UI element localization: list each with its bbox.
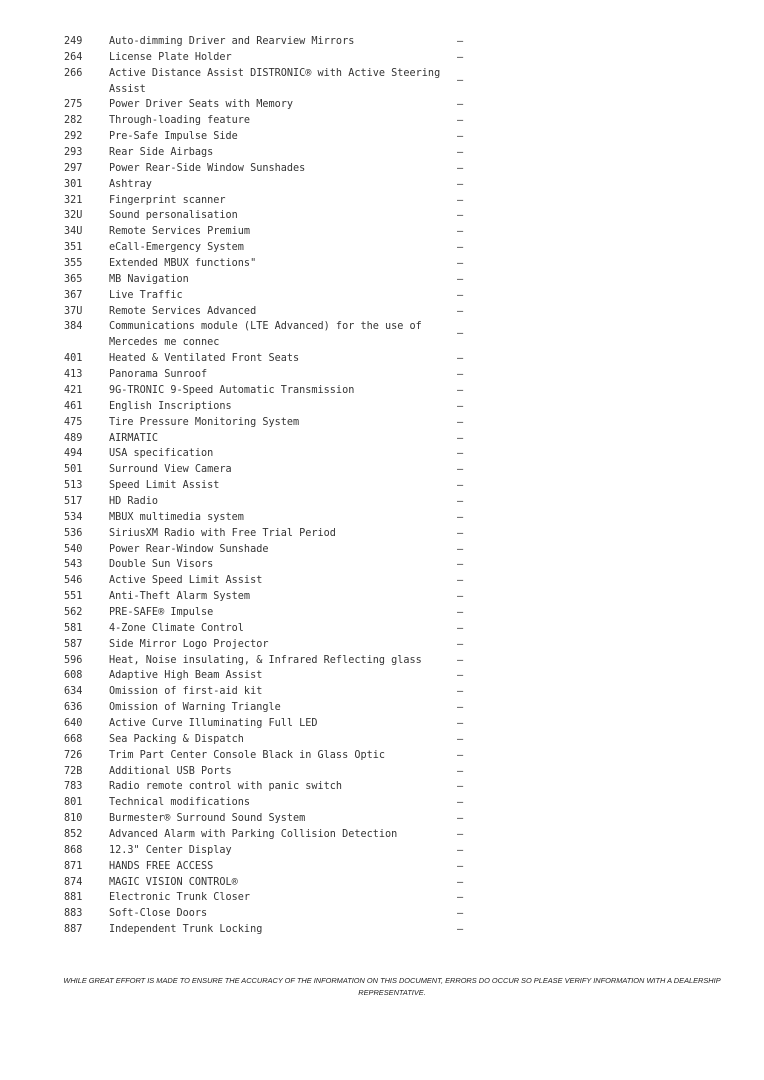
option-description: Active Speed Limit Assist: [109, 575, 263, 587]
option-code: 292: [64, 131, 83, 143]
option-row: [0, 637, 764, 653]
option-row: [0, 34, 764, 50]
option-mark: –: [457, 908, 464, 920]
option-code: 883: [64, 908, 83, 920]
option-mark: –: [457, 781, 464, 793]
option-description: Independent Trunk Locking: [109, 924, 263, 936]
option-mark: –: [457, 686, 464, 698]
option-row: [0, 415, 764, 431]
option-row: [0, 256, 764, 272]
option-code: 367: [64, 289, 83, 301]
option-description: 4-Zone Climate Control: [109, 622, 244, 634]
option-mark: –: [457, 733, 464, 745]
option-row: [0, 208, 764, 224]
option-mark: –: [457, 559, 464, 571]
option-row: [0, 779, 764, 795]
option-mark: –: [457, 242, 464, 254]
option-row: [0, 811, 764, 827]
option-description: 9G-TRONIC 9-Speed Automatic Transmission: [109, 384, 355, 396]
option-code: 501: [64, 464, 83, 476]
option-row: [0, 890, 764, 906]
option-mark: –: [457, 495, 464, 507]
option-code: 668: [64, 733, 83, 745]
option-description: 12.3" Center Display: [109, 844, 232, 856]
option-description: Trim Part Center Console Black in Glass Optic: [109, 749, 386, 761]
option-code: 365: [64, 273, 83, 285]
option-mark: –: [457, 622, 464, 634]
option-code: 513: [64, 480, 83, 492]
option-row: [0, 304, 764, 320]
option-description: Fingerprint scanner: [109, 194, 226, 206]
option-code: 881: [64, 892, 83, 904]
option-description: Power Driver Seats with Memory: [109, 99, 294, 111]
option-code: 546: [64, 575, 83, 587]
option-description: Electronic Trunk Closer: [109, 892, 251, 904]
option-mark: –: [457, 575, 464, 587]
option-row: [0, 653, 764, 669]
option-code: 852: [64, 829, 83, 840]
option-code: 581: [64, 622, 83, 634]
option-code: 636: [64, 702, 83, 714]
option-mark: –: [457, 178, 464, 190]
option-row: [0, 748, 764, 764]
option-row: [0, 827, 764, 843]
disclaimer: WHILE GREAT EFFORT IS MADE TO ENSURE THE ACCURACY OF THE INFORMATION ON THIS DOCUMENT, ERRORS DO OCCUR SO PLEASE VERIFY INFORMATION WITH A DEALERSHIP REPRESENTATIVE.: [63, 976, 721, 997]
option-description: Heat, Noise insulating, & Infrared Reflecting glass: [109, 654, 422, 666]
option-mark: –: [457, 416, 464, 428]
option-description: Side Mirror Logo Projector: [109, 638, 269, 650]
option-row: [0, 668, 764, 684]
option-row: [0, 605, 764, 621]
option-description: HANDS FREE ACCESS: [109, 860, 214, 872]
option-description: PRE-SAFE® Impulse: [109, 606, 214, 618]
option-row: [0, 272, 764, 288]
option-description: Live Traffic: [109, 289, 183, 301]
option-code: 37U: [64, 305, 83, 317]
option-mark: –: [457, 74, 464, 86]
option-code: 321: [64, 194, 83, 206]
option-row: [0, 113, 764, 129]
option-code: 536: [64, 527, 83, 539]
option-mark: –: [457, 51, 464, 63]
option-row: [0, 367, 764, 383]
option-description: Tire Pressure Monitoring System: [109, 416, 300, 428]
option-description: Power Rear-Window Sunshade: [109, 543, 269, 555]
option-description: Adaptive High Beam Assist: [109, 670, 263, 682]
option-description: Communications module (LTE Advanced) for the use of Mercedes me connec: [109, 321, 422, 349]
option-code: 32U: [64, 210, 83, 222]
option-code: 810: [64, 813, 83, 825]
option-description: Sound personalisation: [109, 210, 238, 222]
option-code: 634: [64, 686, 83, 698]
option-row: [0, 542, 764, 558]
option-code: 275: [64, 99, 83, 111]
option-description: Omission of Warning Triangle: [109, 702, 281, 714]
option-row: [0, 510, 764, 526]
options-list: [0, 34, 764, 938]
option-mark: –: [457, 860, 464, 872]
option-description: SiriusXM Radio with Free Trial Period: [109, 527, 336, 539]
option-code: 887: [64, 924, 83, 936]
option-description: MAGIC VISION CONTROL®: [109, 876, 238, 888]
option-row: [0, 145, 764, 161]
option-code: 494: [64, 448, 83, 460]
option-code: 540: [64, 543, 83, 555]
option-row: [0, 875, 764, 891]
option-mark: –: [457, 717, 464, 729]
option-description: Soft-Close Doors: [109, 908, 208, 920]
option-row: [0, 922, 764, 938]
option-mark: –: [457, 115, 464, 127]
option-code: 249: [64, 36, 83, 47]
option-row: [0, 700, 764, 716]
option-code: 351: [64, 242, 83, 254]
option-description: Active Curve Illuminating Full LED: [109, 717, 318, 729]
option-description: Auto-dimming Driver and Rearview Mirrors: [109, 36, 355, 47]
option-mark: –: [457, 844, 464, 856]
option-description: Remote Services Premium: [109, 226, 251, 238]
option-mark: –: [457, 258, 464, 270]
option-mark: –: [457, 829, 464, 840]
option-code: 726: [64, 749, 83, 761]
option-code: 297: [64, 162, 83, 174]
option-code: 640: [64, 717, 83, 729]
option-mark: –: [457, 194, 464, 206]
option-description: Radio remote control with panic switch: [109, 781, 343, 793]
option-mark: –: [457, 147, 464, 159]
option-row: [0, 193, 764, 209]
option-mark: –: [457, 369, 464, 381]
option-code: 801: [64, 797, 83, 809]
option-mark: –: [457, 591, 464, 603]
option-mark: –: [457, 892, 464, 904]
option-mark: –: [457, 876, 464, 888]
option-code: 543: [64, 559, 83, 571]
option-code: 266: [64, 67, 83, 79]
option-code: 293: [64, 147, 83, 159]
option-description: Heated & Ventilated Front Seats: [109, 353, 300, 365]
option-code: 72B: [64, 765, 83, 777]
option-code: 384: [64, 321, 83, 333]
option-row: [0, 66, 764, 98]
option-row: [0, 431, 764, 447]
option-row: [0, 351, 764, 367]
option-mark: –: [457, 924, 464, 936]
option-mark: –: [457, 464, 464, 476]
option-row: [0, 399, 764, 415]
option-code: 868: [64, 844, 83, 856]
option-code: 301: [64, 178, 83, 190]
option-description: Power Rear-Side Window Sunshades: [109, 162, 306, 174]
option-code: 874: [64, 876, 83, 888]
option-description: Advanced Alarm with Parking Collision Detection: [109, 829, 398, 840]
option-mark: –: [457, 289, 464, 301]
option-row: [0, 859, 764, 875]
option-description: Speed Limit Assist: [109, 480, 220, 492]
option-row: [0, 843, 764, 859]
option-mark: –: [457, 432, 464, 444]
option-row: [0, 764, 764, 780]
option-code: 551: [64, 591, 83, 603]
option-description: Remote Services Advanced: [109, 305, 257, 317]
option-mark: –: [457, 400, 464, 412]
option-mark: –: [457, 384, 464, 396]
option-code: 783: [64, 781, 83, 793]
option-code: 264: [64, 51, 83, 63]
option-description: Ashtray: [109, 178, 152, 190]
option-code: 461: [64, 400, 83, 412]
option-description: English Inscriptions: [109, 400, 232, 412]
option-description: Through-loading feature: [109, 115, 251, 127]
option-mark: –: [457, 527, 464, 539]
option-code: 517: [64, 495, 83, 507]
option-description: Active Distance Assist DISTRONIC® with Active Steering Assist: [109, 67, 441, 95]
option-row: [0, 50, 764, 66]
option-mark: –: [457, 702, 464, 714]
option-description: License Plate Holder: [109, 51, 232, 63]
option-code: 871: [64, 860, 83, 872]
option-mark: –: [457, 765, 464, 777]
option-row: [0, 240, 764, 256]
option-row: [0, 97, 764, 113]
option-row: [0, 224, 764, 240]
option-code: 489: [64, 432, 83, 444]
option-mark: –: [457, 328, 464, 340]
option-mark: –: [457, 797, 464, 809]
option-description: Anti-Theft Alarm System: [109, 591, 251, 603]
option-row: [0, 383, 764, 399]
option-description: Additional USB Ports: [109, 765, 232, 777]
option-row: [0, 161, 764, 177]
option-row: [0, 716, 764, 732]
option-row: [0, 494, 764, 510]
option-mark: –: [457, 543, 464, 555]
option-mark: –: [457, 654, 464, 666]
option-code: 421: [64, 384, 83, 396]
option-mark: –: [457, 606, 464, 618]
option-mark: –: [457, 638, 464, 650]
option-code: 413: [64, 369, 83, 381]
option-row: [0, 795, 764, 811]
option-description: eCall-Emergency System: [109, 242, 244, 254]
option-description: Technical modifications: [109, 797, 251, 809]
option-mark: –: [457, 305, 464, 317]
option-mark: –: [457, 448, 464, 460]
option-mark: –: [457, 226, 464, 238]
option-description: Extended MBUX functions": [109, 258, 257, 270]
option-description: Rear Side Airbags: [109, 147, 214, 159]
option-row: [0, 589, 764, 605]
option-code: 475: [64, 416, 83, 428]
option-description: HD Radio: [109, 495, 159, 507]
option-mark: –: [457, 36, 464, 47]
option-row: [0, 319, 764, 351]
option-row: [0, 557, 764, 573]
option-code: 562: [64, 606, 83, 618]
option-row: [0, 177, 764, 193]
option-code: 587: [64, 638, 83, 650]
option-description: Double Sun Visors: [109, 559, 214, 571]
option-code: 401: [64, 353, 83, 365]
option-description: Panorama Sunroof: [109, 369, 208, 381]
option-row: [0, 478, 764, 494]
option-code: 34U: [64, 226, 83, 238]
option-description: MB Navigation: [109, 273, 189, 285]
option-description: Sea Packing & Dispatch: [109, 733, 244, 745]
option-mark: –: [457, 670, 464, 682]
option-description: USA specification: [109, 448, 214, 460]
option-code: 355: [64, 258, 83, 270]
option-row: [0, 446, 764, 462]
option-description: Omission of first-aid kit: [109, 686, 263, 698]
option-description: Burmester® Surround Sound System: [109, 813, 306, 825]
option-row: [0, 462, 764, 478]
option-code: 596: [64, 654, 83, 666]
option-mark: –: [457, 210, 464, 222]
option-mark: –: [457, 480, 464, 492]
option-mark: –: [457, 511, 464, 523]
option-mark: –: [457, 749, 464, 761]
option-mark: –: [457, 353, 464, 365]
option-row: [0, 906, 764, 922]
option-row: [0, 732, 764, 748]
option-row: [0, 288, 764, 304]
option-mark: –: [457, 99, 464, 111]
option-code: 282: [64, 115, 83, 127]
option-description: Surround View Camera: [109, 464, 232, 476]
option-row: [0, 526, 764, 542]
option-mark: –: [457, 813, 464, 825]
option-row: [0, 621, 764, 637]
option-description: Pre-Safe Impulse Side: [109, 131, 238, 143]
option-description: MBUX multimedia system: [109, 511, 244, 523]
option-description: AIRMATIC: [109, 432, 159, 444]
option-code: 534: [64, 511, 83, 523]
option-row: [0, 129, 764, 145]
option-row: [0, 573, 764, 589]
option-row: [0, 684, 764, 700]
option-mark: –: [457, 131, 464, 143]
option-mark: –: [457, 273, 464, 285]
option-mark: –: [457, 162, 464, 174]
option-code: 608: [64, 670, 83, 682]
